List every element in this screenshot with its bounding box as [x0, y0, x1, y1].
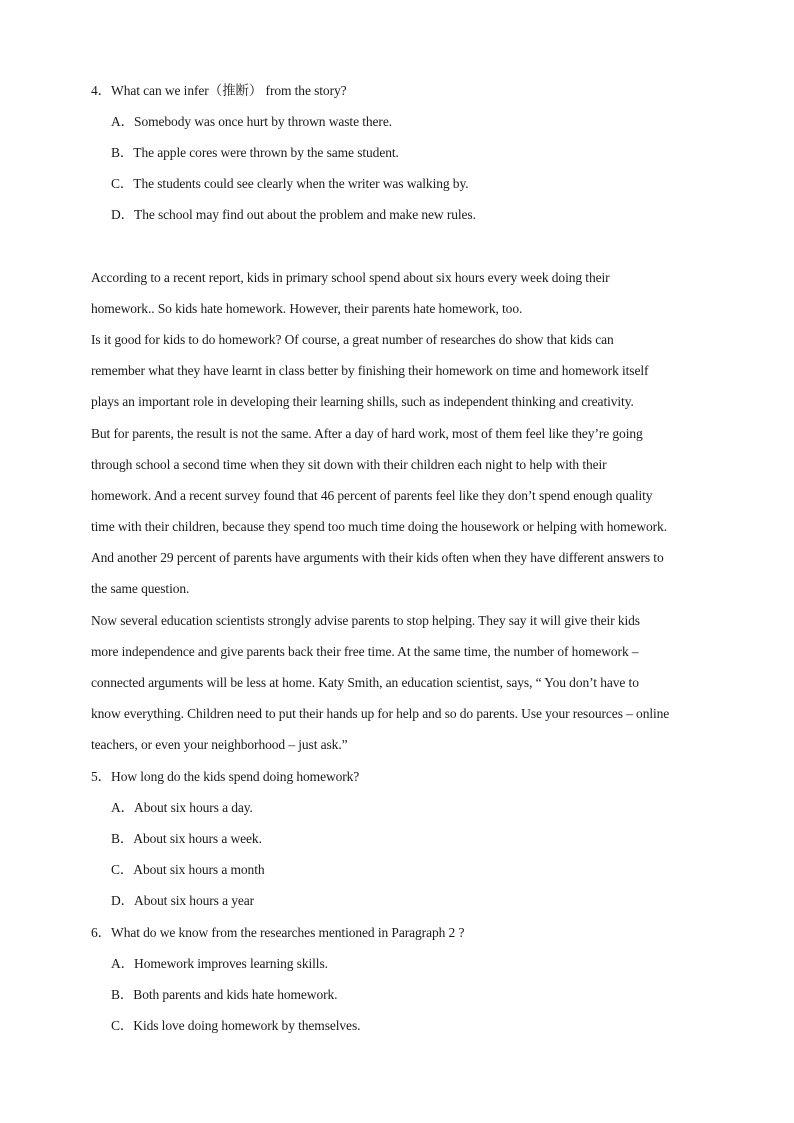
passage-line: Is it good for kids to do homework? Of course, a great number of researches do show that kids can — [91, 332, 614, 347]
question-4-option-c: C．The students could see clearly when the writer was walking by. — [111, 176, 469, 191]
question-6-option-a: A．Homework improves learning skills. — [111, 956, 328, 971]
question-4-stem: 4．What can we infer（推断） from the story? — [91, 83, 347, 98]
passage-line: through school a second time when they sit down with their children each night to help with their — [91, 457, 607, 472]
passage-line: teachers, or even your neighborhood – just ask.” — [91, 737, 348, 752]
question-4-option-a: A．Somebody was once hurt by thrown waste there. — [111, 114, 392, 129]
question-4-option-d: D．The school may find out about the problem and make new rules. — [111, 207, 476, 222]
passage-line: plays an important role in developing their learning shills, such as independent thinking and creativity. — [91, 394, 634, 409]
passage-line: the same question. — [91, 581, 190, 596]
question-4-option-b: B．The apple cores were thrown by the same student. — [111, 145, 399, 160]
passage-line: Now several education scientists strongly advise parents to stop helping. They say it will give their kids — [91, 613, 640, 628]
question-5-option-a: A．About six hours a day. — [111, 800, 253, 815]
passage-line: remember what they have learnt in class better by finishing their homework on time and homework itself — [91, 363, 649, 378]
question-6-option-c: C．Kids love doing homework by themselves. — [111, 1018, 361, 1033]
passage-line: know everything. Children need to put their hands up for help and so do parents. Use your resources – online — [91, 706, 670, 721]
question-5-option-c: C．About six hours a month — [111, 862, 265, 877]
passage-line: homework.. So kids hate homework. However, their parents hate homework, too. — [91, 301, 523, 316]
question-5-stem: 5．How long do the kids spend doing homework? — [91, 769, 360, 784]
question-6-stem: 6．What do we know from the researches mentioned in Paragraph 2 ? — [91, 925, 465, 940]
passage-line: According to a recent report, kids in primary school spend about six hours every week doing their — [91, 270, 610, 285]
question-5-option-b: B．About six hours a week. — [111, 831, 262, 846]
passage-line: homework. And a recent survey found that 46 percent of parents feel like they don’t spend enough quality — [91, 488, 653, 503]
passage-line: more independence and give parents back their free time. At the same time, the number of homework – — [91, 644, 639, 659]
question-6-option-b: B．Both parents and kids hate homework. — [111, 987, 338, 1002]
passage-line: And another 29 percent of parents have arguments with their kids often when they have different answers to — [91, 550, 664, 565]
passage-line: connected arguments will be less at home. Katy Smith, an education scientist, says, “ You don’t have to — [91, 675, 639, 690]
question-5-option-d: D．About six hours a year — [111, 893, 255, 908]
passage-line: time with their children, because they spend too much time doing the housework or helping with homework. — [91, 519, 667, 534]
passage-line: But for parents, the result is not the same. After a day of hard work, most of them feel like they’re going — [91, 426, 643, 441]
